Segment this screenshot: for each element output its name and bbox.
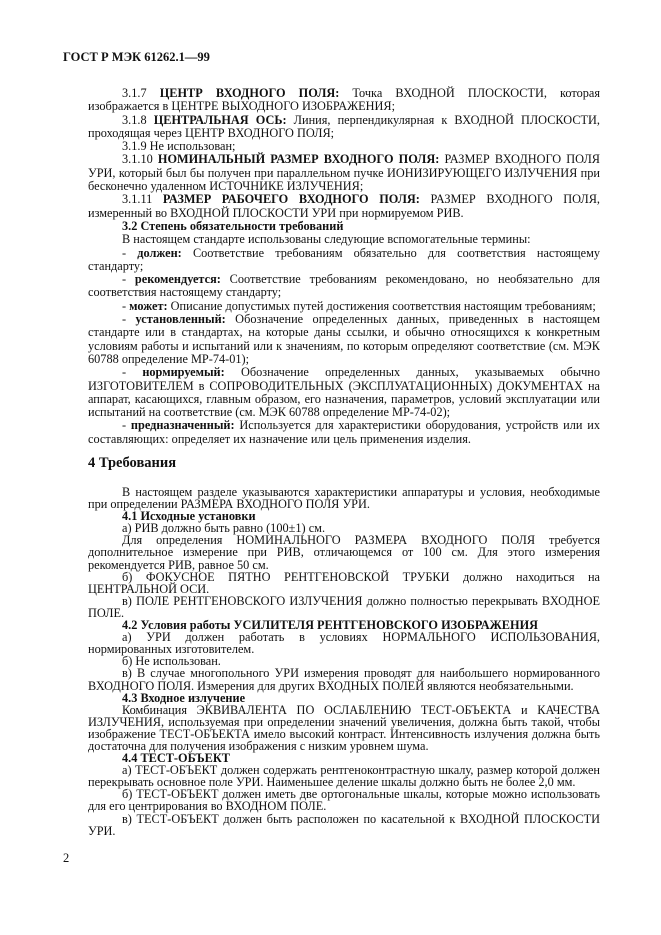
paragraph-text: В настоящем стандарте использованы следующие вспомогательные термины: bbox=[122, 232, 531, 247]
paragraph-num: - bbox=[122, 272, 135, 287]
paragraph-text: Точка ВХОДНОЙ ПЛОСКОСТИ, которая изображается в ЦЕНТРЕ ВЫХОДНОГО ИЗОБРАЖЕНИЯ; bbox=[88, 86, 600, 114]
paragraph-text: РАЗМЕР ВХОДНОГО ПОЛЯ УРИ, который был бы получен при параллельном пучке ИОНИЗИРУЮЩЕГО ИЗЛУЧЕНИЯ при бесконечно удаленном ИСТОЧНИКЕ ИЗЛУЧЕНИЯ; bbox=[88, 152, 600, 194]
paragraph-text: В настоящем разделе указываются характеристики аппаратуры и условия, необходимые при определении РАЗМЕРА ВХОДНОГО ПОЛЯ УРИ. bbox=[88, 485, 600, 512]
paragraph bbox=[88, 220, 600, 233]
paragraph-term: установленный: bbox=[135, 312, 226, 327]
paragraph-term: РАЗМЕР РАБОЧЕГО ВХОДНОГО ПОЛЯ: bbox=[162, 192, 420, 207]
paragraph-text: Не использован; bbox=[149, 139, 236, 154]
paragraph bbox=[88, 419, 600, 446]
document-header: ГОСТ Р МЭК 61262.1—99 bbox=[63, 50, 210, 64]
paragraph bbox=[88, 153, 600, 193]
paragraph-text: в) В случае многопольного УРИ измерения проводят для наибольшего нормированного ВХОДНОГО ПОЛЯ. Измерения для других ВХОДНЫХ ПОЛЕЙ являются необязательными. bbox=[88, 666, 600, 693]
paragraph-num: - bbox=[122, 312, 136, 327]
paragraph-text: Комбинация ЭКВИВАЛЕНТА ПО ОСЛАБЛЕНИЮ ТЕСТ-ОБЪЕКТА и КАЧЕСТВА ИЗЛУЧЕНИЯ, используемая при определении значений увеличения, должна быть такой, чтобы изображение ТЕСТ-ОБЪЕКТА имело высокий контраст. Интенсивность излучения должна быть достаточна для получения изображения с низким уровнем шума. bbox=[88, 702, 600, 753]
paragraph bbox=[88, 247, 600, 274]
paragraph bbox=[88, 87, 600, 114]
paragraph bbox=[88, 486, 600, 510]
paragraph-term: может: bbox=[129, 298, 168, 313]
paragraph-term: предназначенный: bbox=[130, 418, 235, 433]
paragraph-text: Описание допустимых путей достижения соответствия настоящим требованиям; bbox=[167, 298, 596, 313]
paragraph-num: 3.1.7 bbox=[122, 86, 160, 100]
paragraph-num: 3.1.9 bbox=[122, 139, 150, 154]
paragraph-num: - bbox=[122, 298, 130, 313]
paragraph-term: ЦЕНТРАЛЬНАЯ ОСЬ: bbox=[153, 112, 287, 127]
paragraph-text: Соответствие требованиям рекомендовано, но необязательно для соответствия настоящему стандарту; bbox=[88, 272, 600, 300]
paragraph bbox=[88, 366, 600, 419]
paragraph-num: 3.1.8 bbox=[122, 112, 154, 127]
page-number: 2 bbox=[63, 851, 70, 865]
paragraph-term: 4.3 Входное излучение bbox=[122, 690, 246, 705]
paragraph-term: 4.1 Исходные установки bbox=[122, 509, 256, 524]
paragraph-text: РАЗМЕР ВХОДНОГО ПОЛЯ, измеренный во ВХОДНОЙ ПЛОСКОСТИ УРИ при нормируемом РИВ. bbox=[88, 192, 600, 220]
paragraph-text: б) Не использован. bbox=[122, 654, 221, 669]
paragraph bbox=[88, 300, 600, 313]
paragraph-text: а) РИВ должно быть равно (100±1) см. bbox=[122, 521, 326, 536]
paragraph-term: нормируемый: bbox=[142, 365, 225, 380]
paragraph-text: а) УРИ должен работать в условиях НОРМАЛЬНОГО ИСПОЛЬЗОВАНИЯ, нормированных изготовителем. bbox=[88, 630, 600, 657]
paragraph-term: ЦЕНТР ВХОДНОГО ПОЛЯ: bbox=[159, 86, 340, 100]
paragraph-text: Соответствие требованиям обязательно для соответствия настоящему стандарту; bbox=[88, 245, 600, 273]
paragraph-term: рекомендуется: bbox=[134, 272, 221, 287]
paragraph bbox=[88, 788, 600, 812]
paragraph-text: Для определения НОМИНАЛЬНОГО РАЗМЕРА ВХОДНОГО ПОЛЯ требуется дополнительное измерение при РИВ, отличающемся от 100 см. Для этого измерения рекомендуется РИВ, равное 50 см. bbox=[88, 533, 600, 572]
section-3-text bbox=[88, 87, 600, 446]
paragraph bbox=[88, 813, 600, 837]
paragraph-text: Обозначение определенных данных, приведенных в настоящем стандарте или в стандартах, на которые даны ссылки, и обычно относящихся к конкретным условиям работы и испытаний или к значениям, по которым определяют соответствие (см. МЭК 60788 определение МР-74-01); bbox=[88, 312, 600, 366]
paragraph-text: в) ПОЛЕ РЕНТГЕНОВСКОГО ИЗЛУЧЕНИЯ должно полностью перекрывать ВХОДНОЕ ПОЛЕ. bbox=[88, 593, 600, 620]
paragraph bbox=[88, 631, 600, 655]
paragraph bbox=[88, 571, 600, 595]
paragraph-term: 4.4 ТЕСТ-ОБЪЕКТ bbox=[122, 751, 230, 766]
paragraph bbox=[88, 233, 600, 246]
paragraph-text: Обозначение определенных данных, указываемых обычно ИЗГОТОВИТЕЛЕМ в СОПРОВОДИТЕЛЬНЫХ (ЭКСПЛУАТАЦИОННЫХ) ДОКУМЕНТАХ на аппарат, касающихся, главным образом, его назначения, параметров, условий эксплуатации или испытаний на соответствие (см. МЭК 60788 определение МР-74-02); bbox=[88, 365, 600, 420]
paragraph bbox=[88, 764, 600, 788]
paragraph-num: 3.1.10 bbox=[122, 152, 158, 167]
paragraph-term: 4.2 Условия работы УСИЛИТЕЛЯ РЕНТГЕНОВСКОГО ИЗОБРАЖЕНИЯ bbox=[122, 618, 539, 633]
paragraph-text: в) ТЕСТ-ОБЪЕКТ должен быть расположен по касательной к ВХОДНОЙ ПЛОСКОСТИ УРИ. bbox=[88, 811, 600, 838]
paragraph bbox=[88, 534, 600, 570]
paragraph bbox=[88, 704, 600, 752]
paragraph-num: - bbox=[122, 418, 131, 433]
paragraph-term: НОМИНАЛЬНЫЙ РАЗМЕР ВХОДНОГО ПОЛЯ: bbox=[157, 152, 440, 167]
paragraph bbox=[88, 313, 600, 366]
paragraph-term: должен: bbox=[137, 245, 182, 260]
paragraph-text: а) ТЕСТ-ОБЪЕКТ должен содержать рентгеноконтрастную шкалу, размер которой должен перекрывать основное поле УРИ. Наименьшее деление шкалы должно быть не более 2,0 мм. bbox=[88, 763, 600, 790]
paragraph-text: Линия, перпендикулярная к ВХОДНОЙ ПЛОСКОСТИ, проходящая через ЦЕНТР ВХОДНОГО ПОЛЯ; bbox=[88, 112, 600, 140]
paragraph-num: - bbox=[122, 365, 143, 380]
paragraph-num: 3.1.11 bbox=[122, 192, 163, 207]
paragraph bbox=[88, 595, 600, 619]
paragraph bbox=[88, 193, 600, 220]
section-4-heading: 4 Требования bbox=[88, 455, 177, 471]
paragraph-text: б) ТЕСТ-ОБЪЕКТ должен иметь две ортогональные шкалы, которые можно использовать для его центрирования во ВХОДНОМ ПОЛЕ. bbox=[88, 787, 600, 814]
paragraph-text: б) ФОКУСНОЕ ПЯТНО РЕНТГЕНОВСКОЙ ТРУБКИ должно находиться на ЦЕНТРАЛЬНОЙ ОСИ. bbox=[88, 569, 600, 596]
paragraph bbox=[88, 114, 600, 141]
paragraph-term: 3.2 Степень обязательности требований bbox=[122, 218, 344, 233]
paragraph bbox=[88, 140, 600, 153]
paragraph bbox=[88, 667, 600, 691]
paragraph-num: - bbox=[122, 245, 138, 260]
paragraph bbox=[88, 273, 600, 300]
paragraph-text: Используется для характеристики оборудования, устройств или их составляющих: определяет их назначение или цель применения изделия. bbox=[88, 418, 600, 446]
section-4-text bbox=[88, 486, 600, 837]
